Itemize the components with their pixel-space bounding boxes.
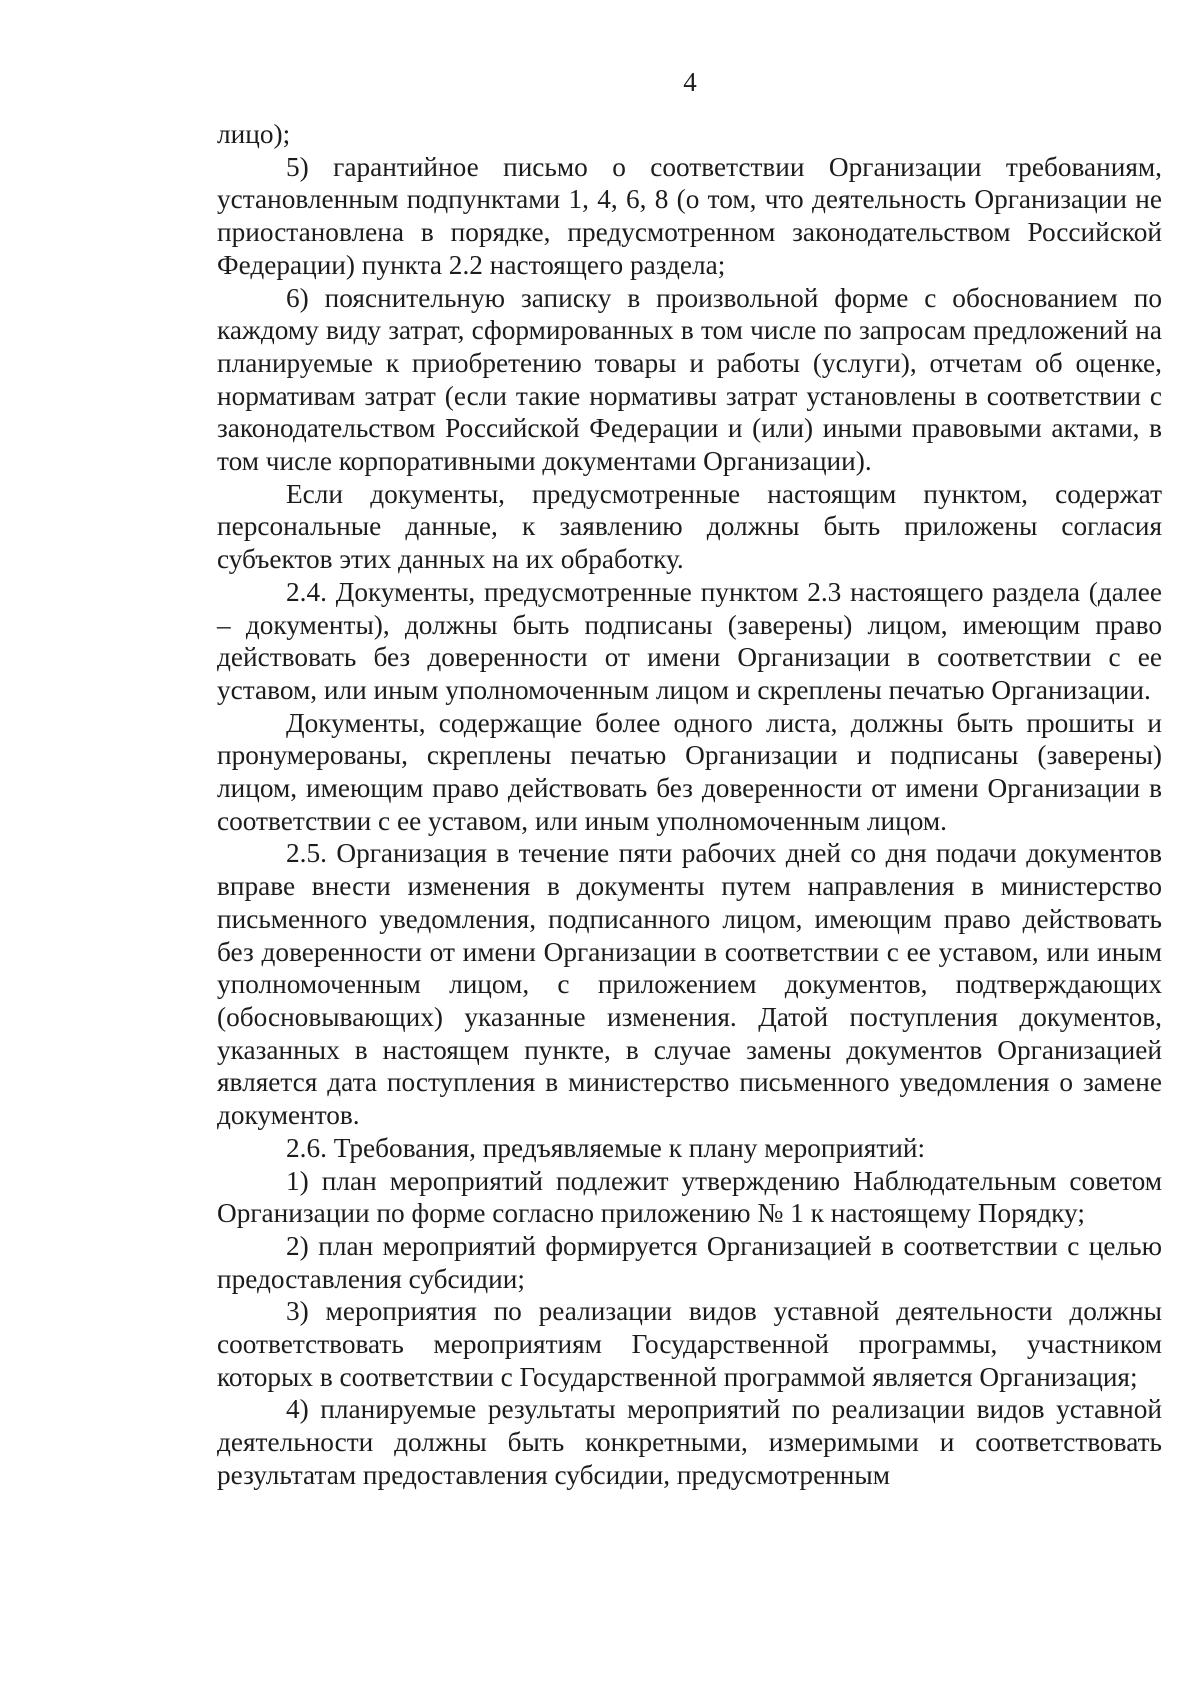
paragraph-plan-item-2: 2) план мероприятий формируется Организацией в соответствии с целью предоставления субсидии;	[217, 1230, 1162, 1294]
paragraph-plan-item-4: 4) планируемые результаты мероприятий по реализации видов уставной деятельности должны быть конкретными, измеримыми и соответствовать результатам предоставления субсидии, предусмотренным	[217, 1394, 1162, 1490]
page-number: 4	[683, 67, 697, 97]
document-body	[217, 118, 1162, 1492]
paragraph-item-5: 5) гарантийное письмо о соответствии Организации требованиям, установленным подпунктами 1, 4, 6, 8 (о том, что деятельность Организации не приостановлена в порядке, предусмотренном законодательством Российской Федерации) пункта 2.2 настоящего раздела;	[217, 151, 1162, 280]
paragraph-documents-binding: Документы, содержащие более одного листа, должны быть прошиты и пронумерованы, скреплены печатью Организации и подписаны (заверены) лицом, имеющим право действовать без доверенности от имени Организации в соответствии с ее уставом, или иным уполномоченным лицом.	[217, 707, 1162, 836]
paragraph-item-6: 6) пояснительную записку в произвольной форме с обоснованием по каждому виду затрат, сформированных в том числе по запросам предложений на планируемые к приобретению товары и работы (услуги), отчетам об оценке, нормативам затрат (если такие нормативы затрат установлены в соответствии с законодательством Российской Федерации и (или) иными правовыми актами, в том числе корпоративными документами Организации).	[217, 282, 1162, 477]
paragraph-continuation: лицо);	[217, 119, 291, 149]
paragraph-personal-data: Если документы, предусмотренные настоящим пунктом, содержат персональные данные, к заявлению должны быть приложены согласия субъектов этих данных на их обработку.	[217, 478, 1162, 575]
paragraph-plan-item-1: 1) план мероприятий подлежит утверждению Наблюдательным советом Организации по форме согласно приложению № 1 к настоящему Порядку;	[217, 1165, 1162, 1229]
paragraph-2-6: 2.6. Требования, предъявляемые к плану мероприятий:	[286, 1132, 926, 1163]
paragraph-plan-item-3: 3) мероприятия по реализации видов уставной деятельности должны соответствовать мероприятиям Государственной программы, участником которых в соответствии с Государственной программой является Организация;	[217, 1296, 1162, 1392]
paragraph-2-5: 2.5. Организация в течение пяти рабочих дней со дня подачи документов вправе внести изменения в документы путем направления в министерство письменного уведомления, подписанного лицом, имеющим право действовать без доверенности от имени Организации в соответствии с ее уставом, или иным уполномоченным лицом, с приложением документов, подтверждающих (обосновывающих) указанные изменения. Датой поступления документов, указанных в настоящем пункте, в случае замены документов Организацией является дата поступления в министерство письменного уведомления о замене документов.	[217, 838, 1162, 1131]
paragraph-2-4: 2.4. Документы, предусмотренные пунктом 2.3 настоящего раздела (далее – документы), должны быть подписаны (заверены) лицом, имеющим право действовать без доверенности от имени Организации в соответствии с ее уставом, или иным уполномоченным лицом и скреплены печатью Организации.	[217, 576, 1162, 705]
